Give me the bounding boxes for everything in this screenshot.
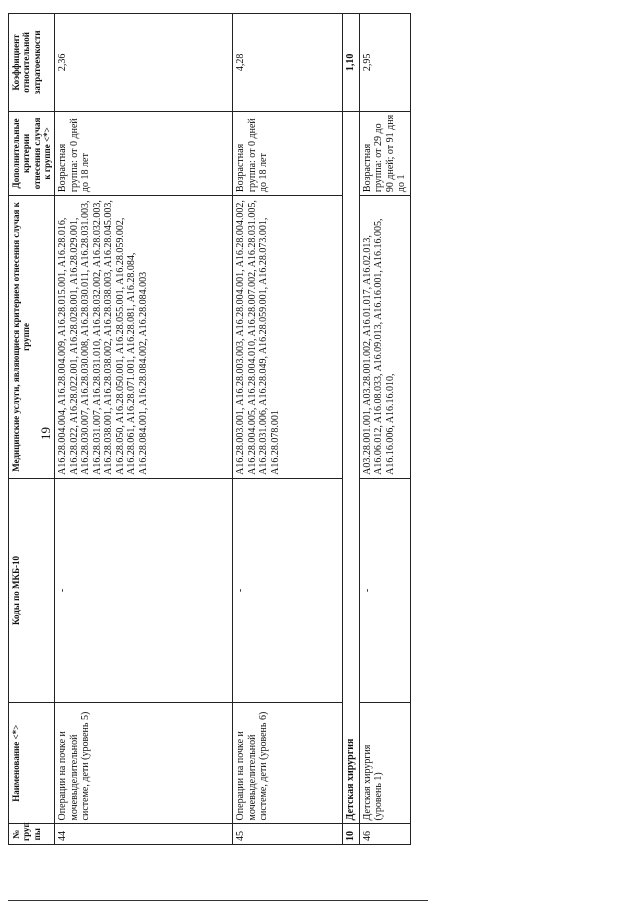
row-mkb: - bbox=[55, 478, 233, 702]
row-additional: Возрастная группа: от 29 до 90 дней; от 91 дня до 1 bbox=[359, 111, 410, 195]
row-services: A03.28.001.001, A03.28.001.002, A16.01.017, A16.02.013, A16.06.012, A16.08.033, A16.09.013, A16.16.001, A16.16.005, A16.16.006, A16.16.010, bbox=[359, 196, 410, 479]
row-additional: Возрастная группа: от 0 дней до 18 лет bbox=[55, 111, 233, 195]
header-coef: Коэффициент относительной затратоемкости bbox=[9, 14, 55, 112]
page-bottom-rule bbox=[8, 900, 428, 901]
row-mkb: - bbox=[233, 478, 343, 702]
table-row bbox=[55, 14, 233, 845]
table-row bbox=[359, 14, 410, 845]
row-num: 45 bbox=[233, 824, 343, 845]
row-additional: Возрастная группа: от 0 дней до 18 лет bbox=[233, 111, 343, 195]
row-coef: 2,36 bbox=[55, 14, 233, 112]
row-num: 44 bbox=[55, 824, 233, 845]
section-row bbox=[343, 14, 360, 845]
section-num: 10 bbox=[343, 824, 360, 845]
page-number: 19 bbox=[38, 427, 53, 440]
row-name: Детская хирургия (уровень 1) bbox=[359, 703, 410, 824]
row-coef: 2,95 bbox=[359, 14, 410, 112]
table-row bbox=[233, 14, 343, 845]
section-title: Детская хирургия bbox=[343, 111, 360, 824]
header-name: Наименование <*> bbox=[9, 703, 55, 824]
ksg-table bbox=[8, 13, 411, 845]
row-services: A16.28.003.001, A16.28.003.003, A16.28.004.001, A16.28.004.002, A16.28.004.005, A16.28.004.010, A16.28.007.002, A16.28.031.005, A16.28.031.006, A16.28.049, A16.28.059.001, A16.28.073.001, A16.28.078.001 bbox=[233, 196, 343, 479]
row-coef: 4,28 bbox=[233, 14, 343, 112]
table-header-row bbox=[9, 14, 55, 845]
header-services: Медицинские услуги, являющиеся критерием отнесения случая к группе bbox=[9, 196, 55, 479]
section-coef: 1,10 bbox=[343, 14, 360, 112]
header-additional: Дополнительные критерии отнесения случая к группе <*> bbox=[9, 111, 55, 195]
row-services: A16.28.004.004, A16.28.004.009, A16.28.015.001, A16.28.016, A16.28.022, A16.28.022.001, A16.28.028.001, A16.28.029.001, A16.28.030.007, A16.28.030.008, A16.28.030.011, A16.28.031.003, A16.28.031.007, A16.28.031.010, A16.28.032.002, A16.28.032.003, A16.28.038.001, A16.28.038.002, A16.28.038.003, A16.28.045.003, A16.28.050, A16.28.050.001, A16.28.055.001, A16.28.059.002, A16.28.061, A16.28.071.001, A16.28.081, A16.28.084, A16.28.084.001, A16.28.084.002, A16.28.084.003 bbox=[55, 196, 233, 479]
row-num: 46 bbox=[359, 824, 410, 845]
row-mkb: - bbox=[359, 478, 410, 702]
row-name: Операции на почке и мочевыделительной системе, дети (уровень 5) bbox=[55, 703, 233, 824]
header-mkb: Коды по МКБ-10 bbox=[9, 478, 55, 702]
row-name: Операции на почке и мочевыделительной системе, дети (уровень 6) bbox=[233, 703, 343, 824]
header-num: № груп пы bbox=[9, 824, 55, 845]
